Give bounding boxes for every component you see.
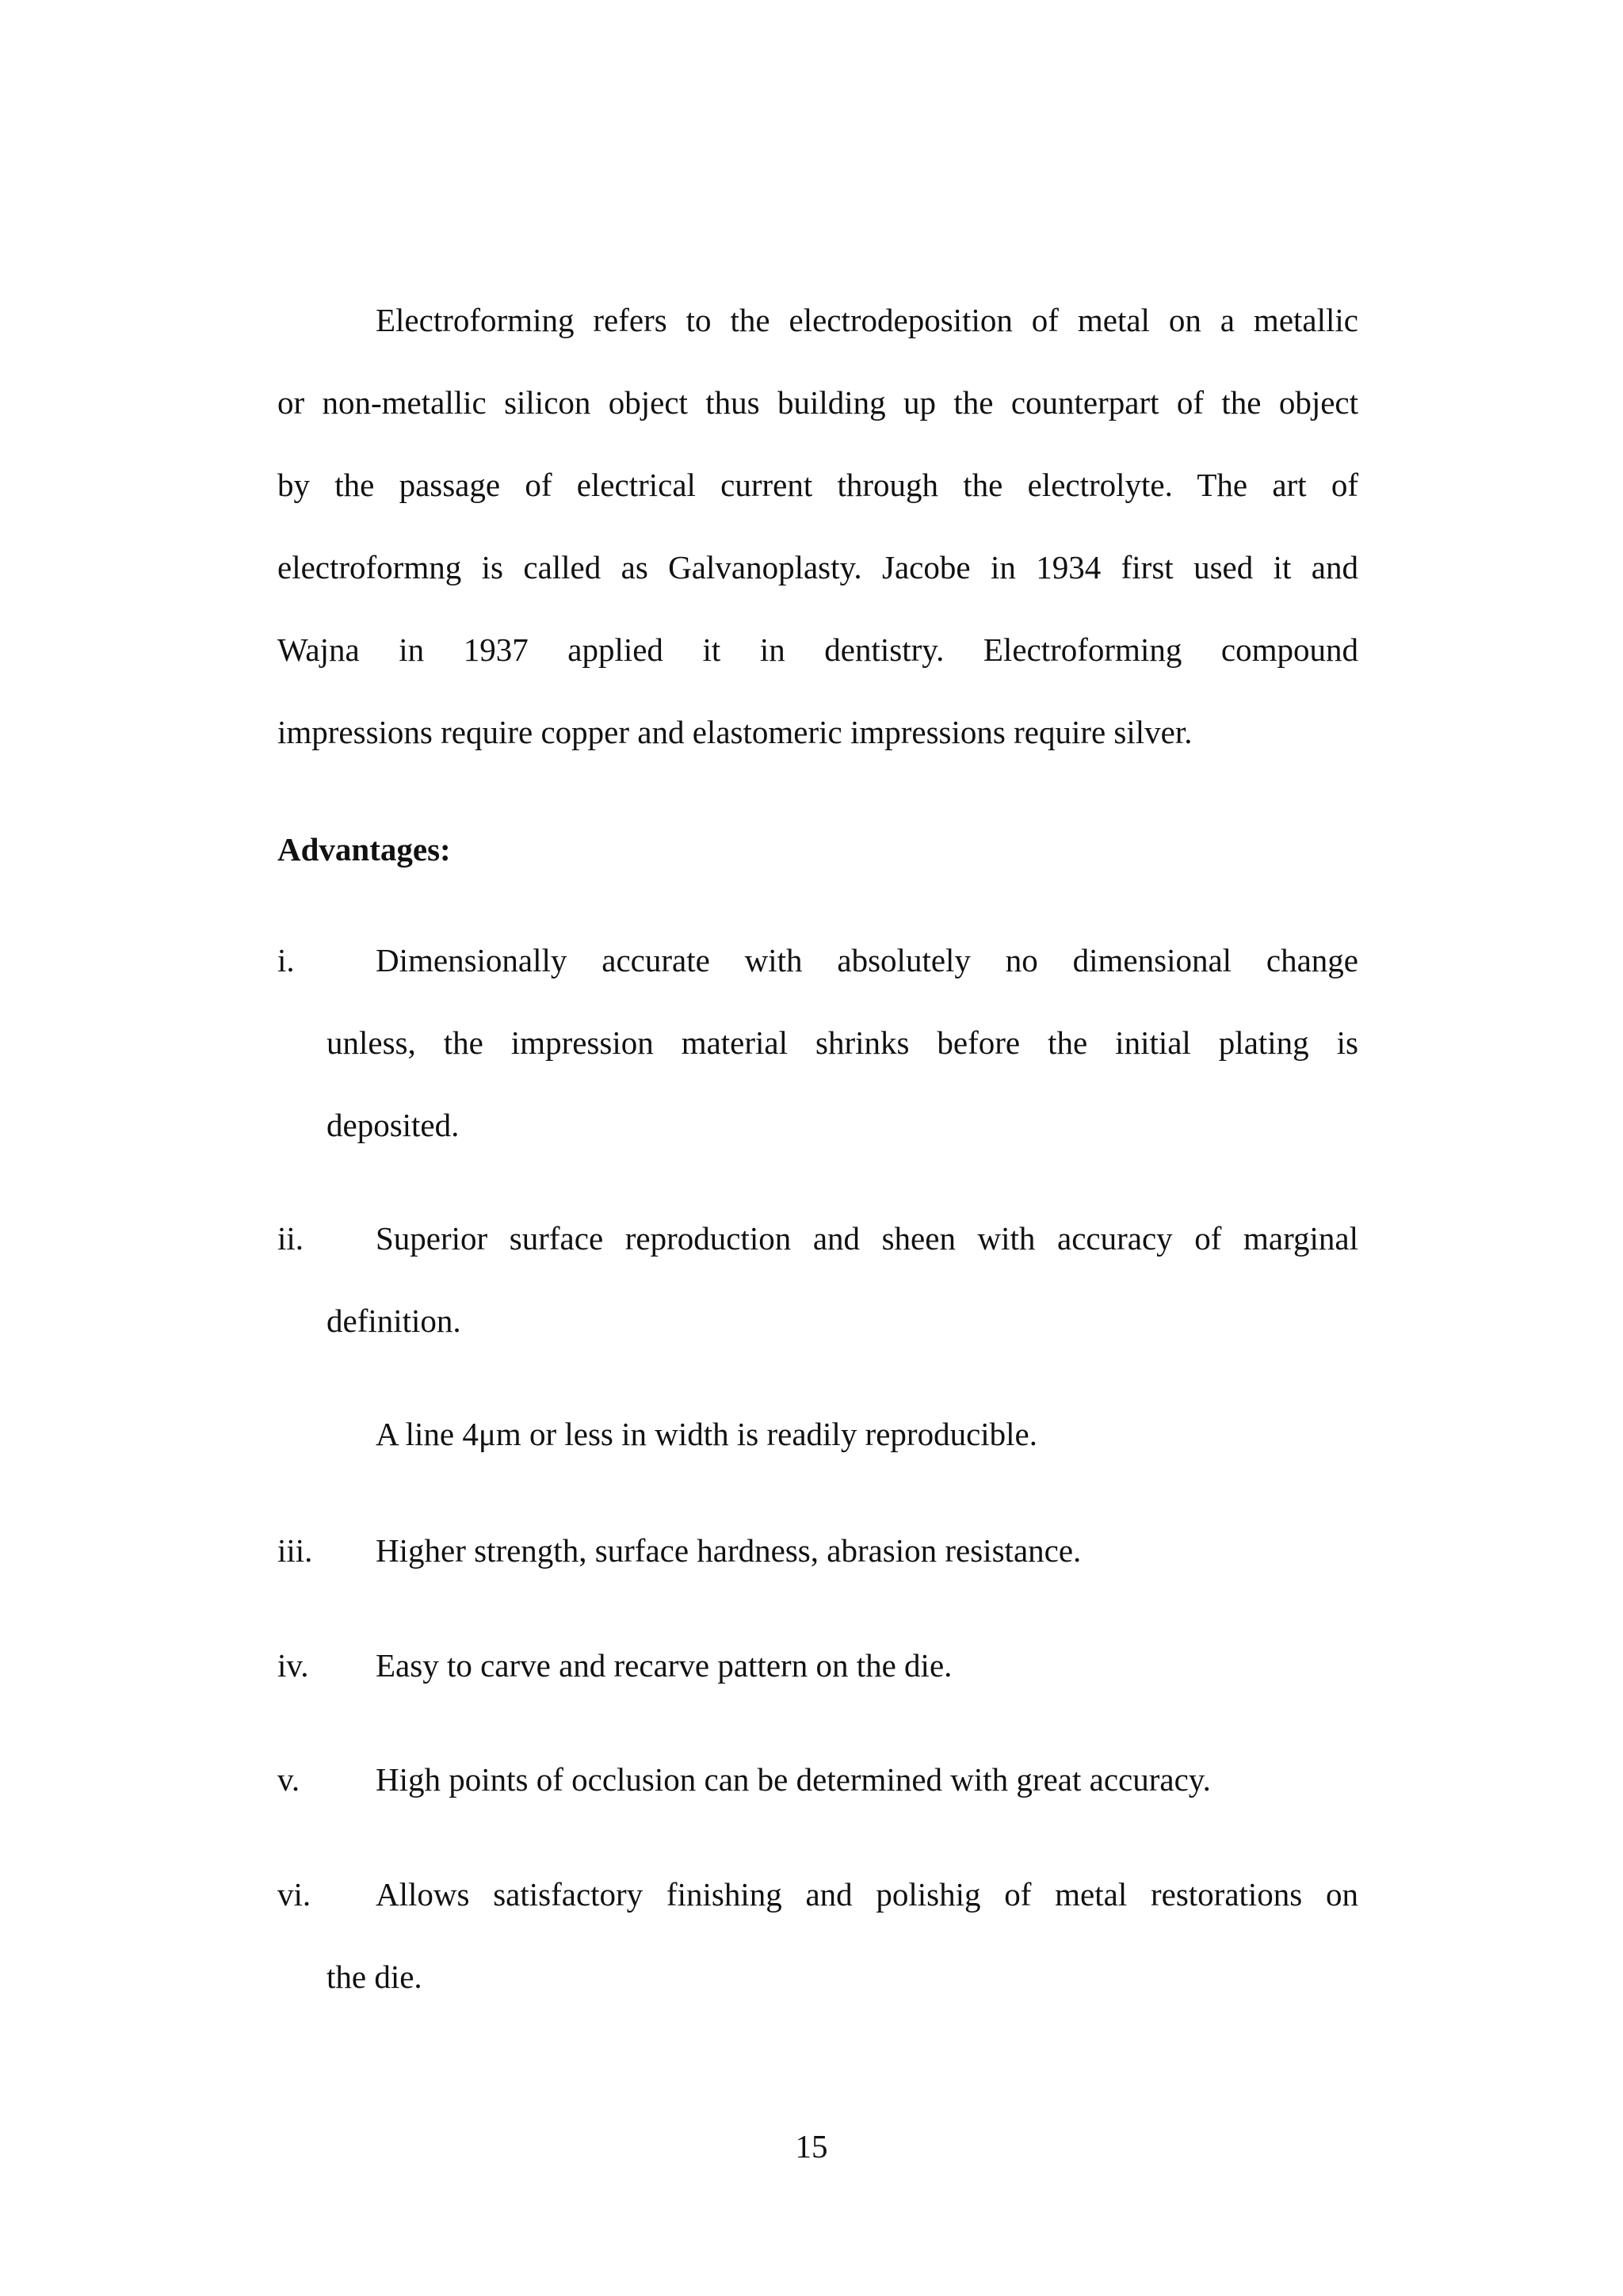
list-item-line: Superior surface reproduction and sheen with accuracy of marginal	[376, 1220, 1358, 1257]
intro-line: Electroforming refers to the electrodeposition of metal on a metallic	[376, 302, 1358, 338]
list-item-line: Dimensionally accurate with absolutely no dimensional change	[376, 942, 1358, 978]
intro-line: or non-metallic silicon object thus building up the counterpart of the object	[277, 384, 1358, 421]
intro-line: electroformng is called as Galvanoplasty. Jacobe in 1934 first used it and	[277, 549, 1358, 585]
list-item-note: A line 4μm or less in width is readily reproducible.	[376, 1416, 1037, 1452]
list-item-line: unless, the impression material shrinks before the initial plating is	[327, 1024, 1358, 1061]
list-item-line: deposited.	[327, 1107, 460, 1143]
list-item-line: Easy to carve and recarve pattern on the die.	[376, 1647, 953, 1684]
list-item-number: v.	[277, 1761, 300, 1798]
intro-line: by the passage of electrical current through the electrolyte. The art of	[277, 467, 1358, 503]
list-item-line: definition.	[327, 1302, 461, 1339]
list-item-number: vi.	[277, 1876, 311, 1913]
list-item-line: High points of occlusion can be determined with great accuracy.	[376, 1761, 1211, 1798]
intro-line: Wajna in 1937 applied it in dentistry. Electroforming compound	[277, 631, 1358, 668]
list-item-line: Higher strength, surface hardness, abrasion resistance.	[376, 1532, 1082, 1569]
list-item-number: ii.	[277, 1220, 304, 1257]
list-item-line: Allows satisfactory finishing and polishig of metal restorations on	[376, 1876, 1358, 1913]
list-item-number: iii.	[277, 1532, 313, 1569]
page-number: 15	[795, 2128, 828, 2164]
list-item-line: the die.	[327, 1958, 422, 1995]
advantages-heading: Advantages:	[277, 831, 451, 868]
intro-line: impressions require copper and elastomeric impressions require silver.	[277, 714, 1193, 750]
list-item-number: i.	[277, 942, 295, 978]
list-item-number: iv.	[277, 1647, 309, 1684]
